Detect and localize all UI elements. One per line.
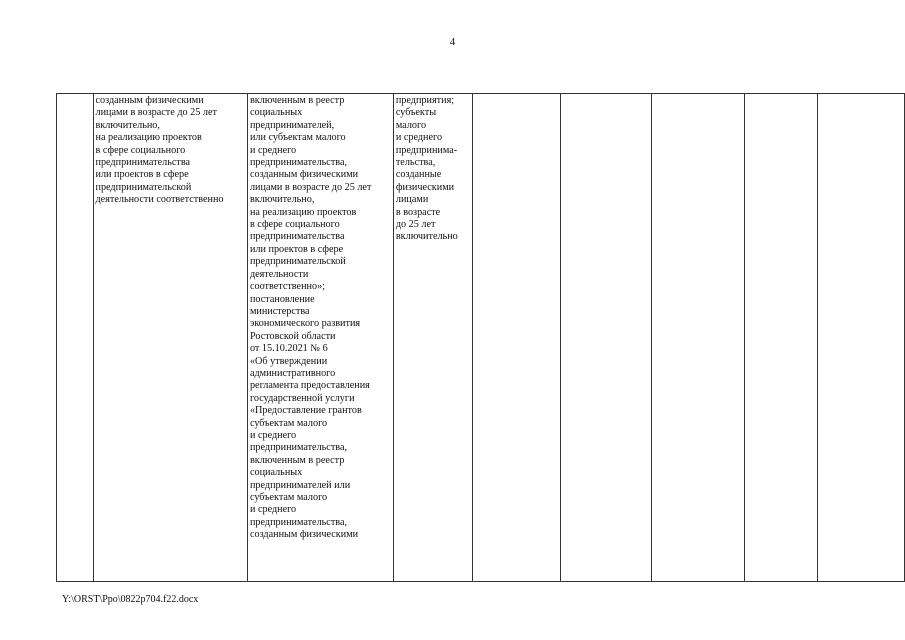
table-cell-col5: [473, 94, 561, 582]
page-number: 4: [449, 36, 456, 48]
table-cell-legal-basis: включенным в реестр социальных предпринимателей, или субъектам малого и среднего предпринимательства, созданным физическими лицами в возрасте до 25 лет включительно, на реализацию проектов в сфере социального предпринимательства или проектов в сфере предпринимательской деятельности соответственно»; постановление министерства экономического развития Ростовской области от 15.10.2021 № 6 «Об утверждении административного регламента предоставления государственной услуги «Предоставление грантов субъектам малого и среднего предпринимательства, включенным в реестр социальных предпринимателей или субъектам малого и среднего предпринимательства, созданным физическими: [247, 94, 393, 582]
table-cell-description: созданным физическими лицами в возрасте до 25 лет включительно, на реализацию проектов в сфере социального предпринимательства или проектов в сфере предпринимательской деятельности соответственно: [93, 94, 247, 582]
document-table: [56, 93, 905, 582]
table-cell-col6: [561, 94, 652, 582]
table-cell-col8: [745, 94, 818, 582]
table-row: [57, 94, 905, 582]
footer-file-path: Y:\ORST\Ppo\0822p704.f22.docx: [62, 594, 199, 605]
table-cell-col9: [817, 94, 904, 582]
table-cell-recipients: предприятия; субъекты малого и среднего предпринима- тельства, созданные физическими лицами в возрасте до 25 лет включительно: [393, 94, 472, 582]
table-cell-col7: [652, 94, 745, 582]
table-cell-number: [57, 94, 94, 582]
